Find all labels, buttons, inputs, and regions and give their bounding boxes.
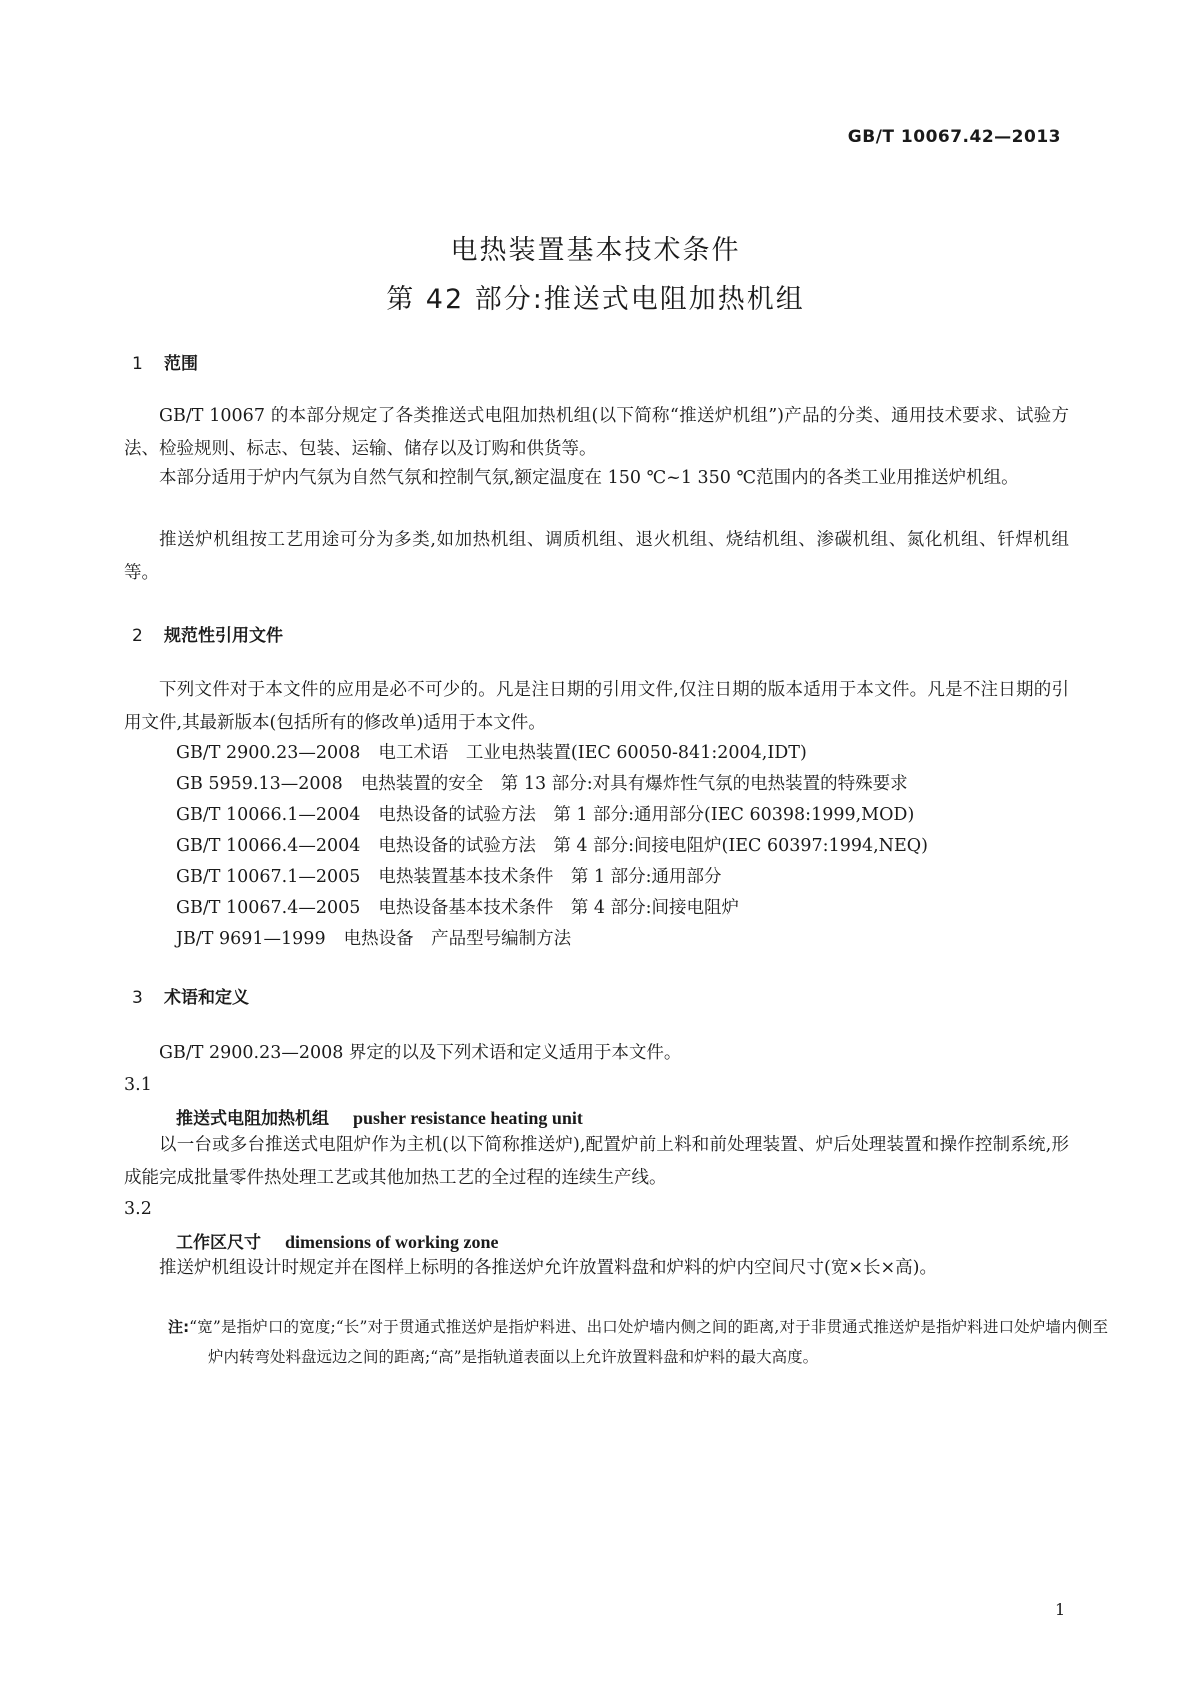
term-zh: 推送式电阻加热机组 — [176, 1109, 329, 1129]
section-title: 术语和定义 — [164, 988, 249, 1008]
reference-title: 电热装置基本技术条件 第 1 部分:通用部分 — [378, 867, 722, 887]
reference-code: GB/T 10067.1—2005 — [176, 867, 361, 887]
section-title: 规范性引用文件 — [164, 626, 283, 646]
term-definition: 以一台或多台推送式电阻炉作为主机(以下简称推送炉),配置炉前上料和前处理装置、炉后处理装置和操作控制系统,形成能完成批量零件热处理工艺或其他加热工艺的全过程的连续生产线。 — [124, 1135, 1069, 1188]
reference-code: JB/T 9691—1999 — [176, 929, 326, 949]
note — [168, 1312, 1108, 1372]
document-title-line2: 第 42 部分:推送式电阻加热机组 — [386, 284, 805, 315]
reference-item — [176, 923, 571, 956]
paragraph: GB/T 10067 的本部分规定了各类推送式电阻加热机组(以下简称“推送炉机组”)产品的分类、通用技术要求、试验方法、检验规则、标志、包装、运输、储存以及订购和供货等。 — [124, 406, 1069, 459]
reference-title: 电热设备基本技术条件 第 4 部分:间接电阻炉 — [378, 898, 740, 918]
section-number: 1 — [132, 354, 143, 374]
paragraph: 下列文件对于本文件的应用是必不可少的。凡是注日期的引用文件,仅注日期的版本适用于本文件。凡是不注日期的引用文件,其最新版本(包括所有的修改单)适用于本文件。 — [124, 680, 1069, 733]
paragraph: 推送炉机组按工艺用途可分为多类,如加热机组、调质机组、退火机组、烧结机组、渗碳机组、氮化机组、钎焊机组等。 — [124, 530, 1069, 583]
section-heading-scope — [132, 349, 198, 374]
section-heading-terms-and-definitions — [132, 983, 249, 1008]
reference-item — [176, 830, 928, 863]
document-title-line1: 电热装置基本技术条件 — [450, 235, 741, 266]
section-title: 范围 — [164, 354, 198, 374]
reference-code: GB/T 10066.1—2004 — [176, 805, 361, 825]
term-zh: 工作区尺寸 — [176, 1233, 261, 1253]
reference-code: GB 5959.13—2008 — [176, 774, 343, 794]
reference-title: 电热设备的试验方法 第 4 部分:间接电阻炉(IEC 60397:1994,NEQ) — [378, 836, 928, 856]
standard-number: GB/T 10067.42—2013 — [847, 127, 1061, 147]
term-definition: 推送炉机组设计时规定并在图样上标明的各推送炉允许放置料盘和炉料的炉内空间尺寸(宽×长×高)。 — [159, 1258, 937, 1278]
reference-item — [176, 799, 914, 832]
term-en: dimensions of working zone — [285, 1232, 499, 1252]
reference-code: GB/T 2900.23—2008 — [176, 743, 361, 763]
reference-title: 电热装置的安全 第 13 部分:对具有爆炸性气氛的电热装置的特殊要求 — [360, 774, 908, 794]
reference-item — [176, 861, 722, 894]
term-number: 3.1 — [124, 1075, 152, 1095]
term-number: 3.2 — [124, 1199, 152, 1219]
page-number: 1 — [1055, 1600, 1066, 1619]
reference-code: GB/T 10067.4—2005 — [176, 898, 361, 918]
reference-item — [176, 768, 908, 801]
reference-title: 电工术语 工业电热装置(IEC 60050-841:2004,IDT) — [378, 743, 807, 763]
reference-title: 电热设备 产品型号编制方法 — [343, 929, 572, 949]
note-text: “宽”是指炉口的宽度;“长”对于贯通式推送炉是指炉料进、出口处炉墙内侧之间的距离,对于非贯通式推送炉是指炉料进口处炉墙内侧至炉内转弯处料盘远边之间的距离;“高”是指轨道表面以上允许放置料盘和炉料的最大高度。 — [189, 1318, 1108, 1366]
section-number: 2 — [132, 626, 143, 646]
paragraph: GB/T 2900.23—2008 界定的以及下列术语和定义适用于本文件。 — [159, 1043, 682, 1063]
term-en: pusher resistance heating unit — [353, 1108, 583, 1128]
reference-item — [176, 737, 807, 770]
section-number: 3 — [132, 988, 143, 1008]
reference-item — [176, 892, 739, 925]
reference-title: 电热设备的试验方法 第 1 部分:通用部分(IEC 60398:1999,MOD) — [378, 805, 915, 825]
reference-code: GB/T 10066.4—2004 — [176, 836, 361, 856]
term-heading — [176, 1104, 583, 1129]
paragraph: 本部分适用于炉内气氛为自然气氛和控制气氛,额定温度在 150 ℃~1 350 ℃范围内的各类工业用推送炉机组。 — [159, 468, 1019, 488]
note-label: 注: — [168, 1318, 190, 1336]
term-heading — [176, 1228, 499, 1253]
section-heading-normative-references — [132, 621, 283, 646]
